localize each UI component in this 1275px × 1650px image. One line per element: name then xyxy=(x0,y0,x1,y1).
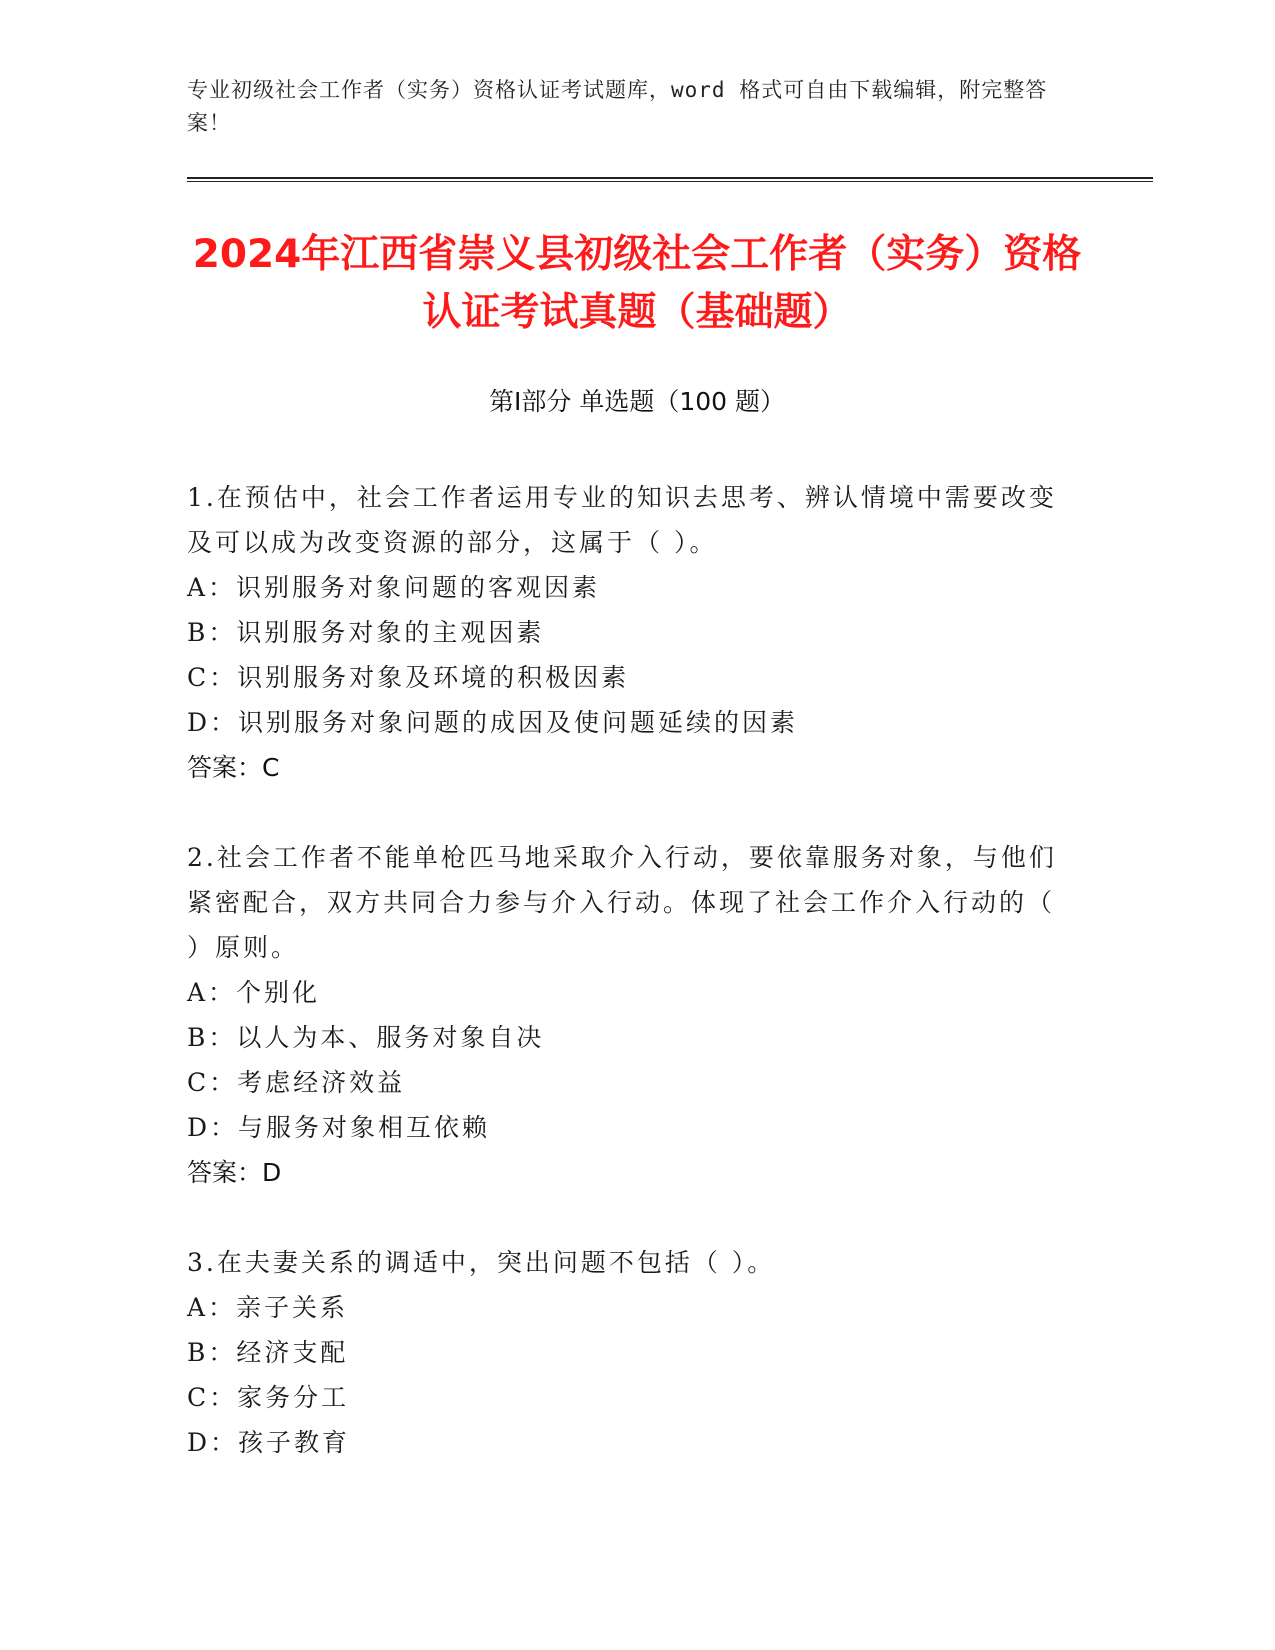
question-stem: 1.在预估中，社会工作者运用专业的知识去思考、辨认情境中需要改变及可以成为改变资源的部分，这属于（ ）。 xyxy=(187,483,1057,557)
option-d: D：识别服务对象问题的成因及使问题延续的因素 xyxy=(187,708,799,737)
question-2 xyxy=(187,835,1067,1195)
option-a: A：识别服务对象问题的客观因素 xyxy=(187,573,601,602)
option-d: D：与服务对象相互依赖 xyxy=(187,1113,491,1142)
option-a: A：个别化 xyxy=(187,978,321,1007)
question-stem: 2.社会工作者不能单枪匹马地采取介入行动，要依靠服务对象，与他们紧密配合，双方共同合力参与介入行动。体现了社会工作介入行动的（ ）原则。 xyxy=(187,843,1057,962)
option-b: B：识别服务对象的主观因素 xyxy=(187,618,545,647)
header-note: 专业初级社会工作者（实务）资格认证考试题库，word 格式可自由下载编辑，附完整答案！ xyxy=(187,78,1048,135)
question-1 xyxy=(187,475,1067,790)
option-c: C：考虑经济效益 xyxy=(187,1068,406,1097)
answer: 答案：C xyxy=(187,753,280,782)
question-list xyxy=(187,475,1067,1510)
section-title: 第Ⅰ部分 单选题（100 题） xyxy=(489,387,785,416)
header-divider-thick xyxy=(187,177,1153,179)
document-title: 2024年江西省崇义县初级社会工作者（实务）资格认证考试真题（基础题） xyxy=(192,232,1082,335)
answer: 答案：D xyxy=(187,1158,282,1187)
question-3 xyxy=(187,1240,1067,1465)
option-d: D：孩子教育 xyxy=(187,1428,351,1457)
option-b: B：经济支配 xyxy=(187,1338,349,1367)
option-b: B：以人为本、服务对象自决 xyxy=(187,1023,545,1052)
option-c: C：识别服务对象及环境的积极因素 xyxy=(187,663,630,692)
option-a: A：亲子关系 xyxy=(187,1293,349,1322)
option-c: C：家务分工 xyxy=(187,1383,350,1412)
header-divider-thin xyxy=(187,181,1153,182)
question-stem: 3.在夫妻关系的调适中，突出问题不包括（ ）。 xyxy=(187,1248,776,1277)
